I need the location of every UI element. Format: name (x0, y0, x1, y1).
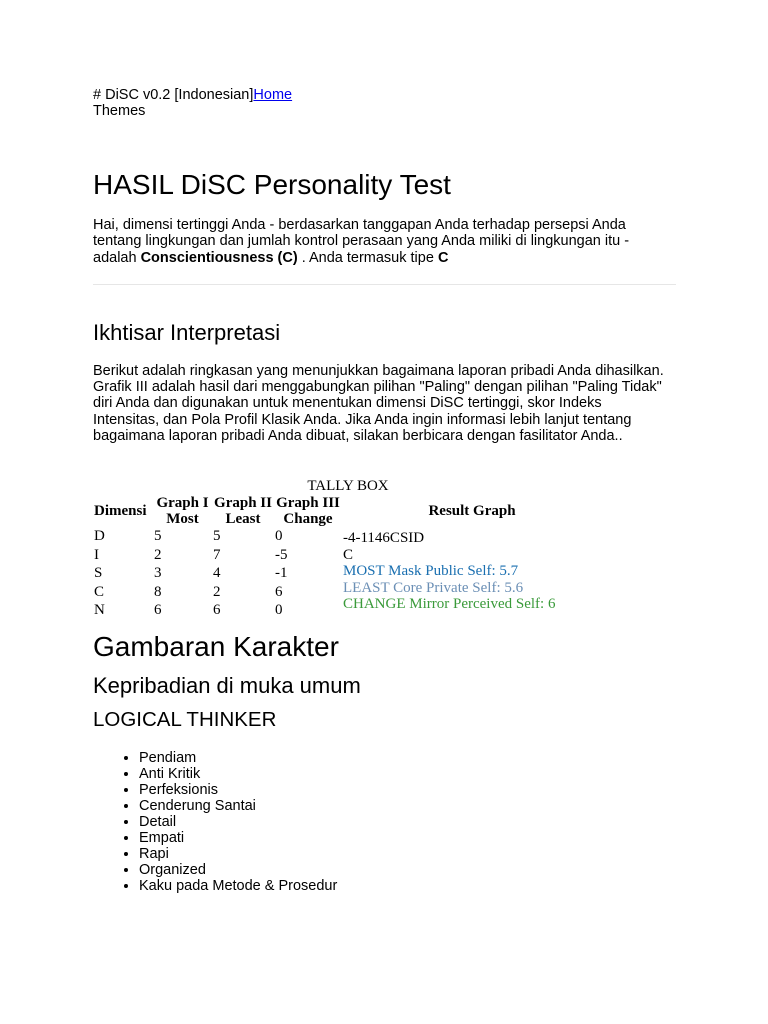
cell-dimension: I (94, 546, 99, 563)
result-graph-cell (342, 527, 602, 620)
header-dimension: Dimensi (94, 503, 147, 519)
section-divider (93, 284, 676, 285)
intro-dimension: Conscientiousness (C) (140, 249, 298, 266)
header-result-graph: Result Graph (428, 503, 516, 519)
header-graph-3-top: Graph III (276, 495, 340, 511)
character-heading: Gambaran Karakter (93, 631, 339, 662)
cell-least: 4 (213, 565, 221, 581)
cell-least: 5 (213, 528, 221, 544)
list-item: • Cenderung Santai (139, 798, 337, 814)
list-item: • Empati (139, 830, 337, 846)
cell-least: 7 (213, 546, 221, 563)
cell-change: 0 (275, 602, 283, 618)
intro-paragraph (93, 217, 663, 266)
result-type: C (343, 546, 354, 563)
cell-dimension: S (94, 565, 103, 581)
header-graph-2 (212, 495, 274, 527)
intro-text: Hai, dimensi tertinggi Anda - berdasarkan tanggapan Anda terhadap persepsi Anda tentang lingkungan dan jumlah kontrol perasaan yang Anda miliki di lingkungan itu - adalah (93, 217, 630, 266)
result-most: MOST Mask Public Self: 5.7 (343, 563, 519, 579)
result-least: LEAST Core Private Self: 5.6 (343, 579, 524, 596)
header-graph-1-bottom: Most (166, 511, 199, 527)
list-item: • Pendiam (139, 750, 337, 766)
cell-change: -1 (275, 565, 288, 581)
intro-middle: . Anda termasuk tipe (297, 249, 438, 266)
cell-most: 6 (154, 602, 162, 618)
home-link[interactable]: Home (253, 87, 293, 103)
result-change: CHANGE Mirror Perceived Self: 6 (343, 596, 556, 612)
tally-caption: TALLY BOX (307, 478, 389, 494)
page-title: HASIL DiSC Personality Test (93, 169, 451, 200)
header-graph-1-top: Graph I (156, 495, 209, 511)
summary-heading: Ikhtisar Interpretasi (93, 320, 281, 345)
header-line (93, 87, 292, 103)
summary-paragraph: Berikut adalah ringkasan yang menunjukkan bagaimana laporan pribadi Anda dihasilkan. Grafik III adalah hasil dari menggabungkan pilihan "Paling" dengan pilihan "Paling Tidak" diri Anda dan digunakan untuk menentukan dimensi DiSC tertinggi, skor Indeks Intensitas, dan Pola Profil Klasik Anda. Jika Anda ingin informasi lebih lanjut tentang bagaimana laporan pribadi Anda dibuat, silakan berbicara dengan fasilitator Anda.. (93, 363, 664, 444)
cell-least: 2 (213, 583, 221, 600)
header-graph-2-bottom: Least (225, 511, 261, 527)
cell-change: 0 (275, 528, 283, 544)
header-graph-3 (274, 495, 342, 527)
cell-dimension: C (94, 583, 105, 600)
profile-name: LOGICAL THINKER (93, 708, 277, 731)
cell-most: 2 (154, 546, 162, 563)
themes-label: Themes (93, 103, 146, 119)
list-item: • Anti Kritik (139, 766, 337, 782)
cell-least: 6 (213, 602, 221, 618)
list-item: • Organized (139, 862, 337, 878)
list-item: • Kaku pada Metode & Prosedur (139, 878, 337, 894)
tally-header-row (93, 495, 602, 527)
cell-most: 5 (154, 528, 162, 544)
list-item: • Rapi (139, 846, 337, 862)
header-graph-2-top: Graph II (214, 495, 272, 511)
list-item: • Perfeksionis (139, 782, 337, 798)
cell-dimension: N (94, 602, 105, 618)
list-item: • Detail (139, 814, 337, 830)
result-code: -4-1146CSID (343, 530, 425, 546)
header-prefix: # DiSC v0.2 [Indonesian] (93, 87, 254, 103)
header-graph-1 (153, 495, 212, 527)
table-row (93, 527, 602, 546)
cell-most: 3 (154, 565, 162, 581)
cell-dimension: D (94, 528, 105, 544)
cell-change: -5 (275, 546, 288, 563)
cell-change: 6 (275, 583, 283, 600)
cell-most: 8 (154, 583, 162, 600)
intro-type: C (437, 249, 449, 266)
header-graph-3-bottom: Change (283, 511, 333, 527)
traits-list (93, 750, 337, 894)
tally-table (93, 495, 602, 620)
character-subheading: Kepribadian di muka umum (93, 673, 361, 698)
